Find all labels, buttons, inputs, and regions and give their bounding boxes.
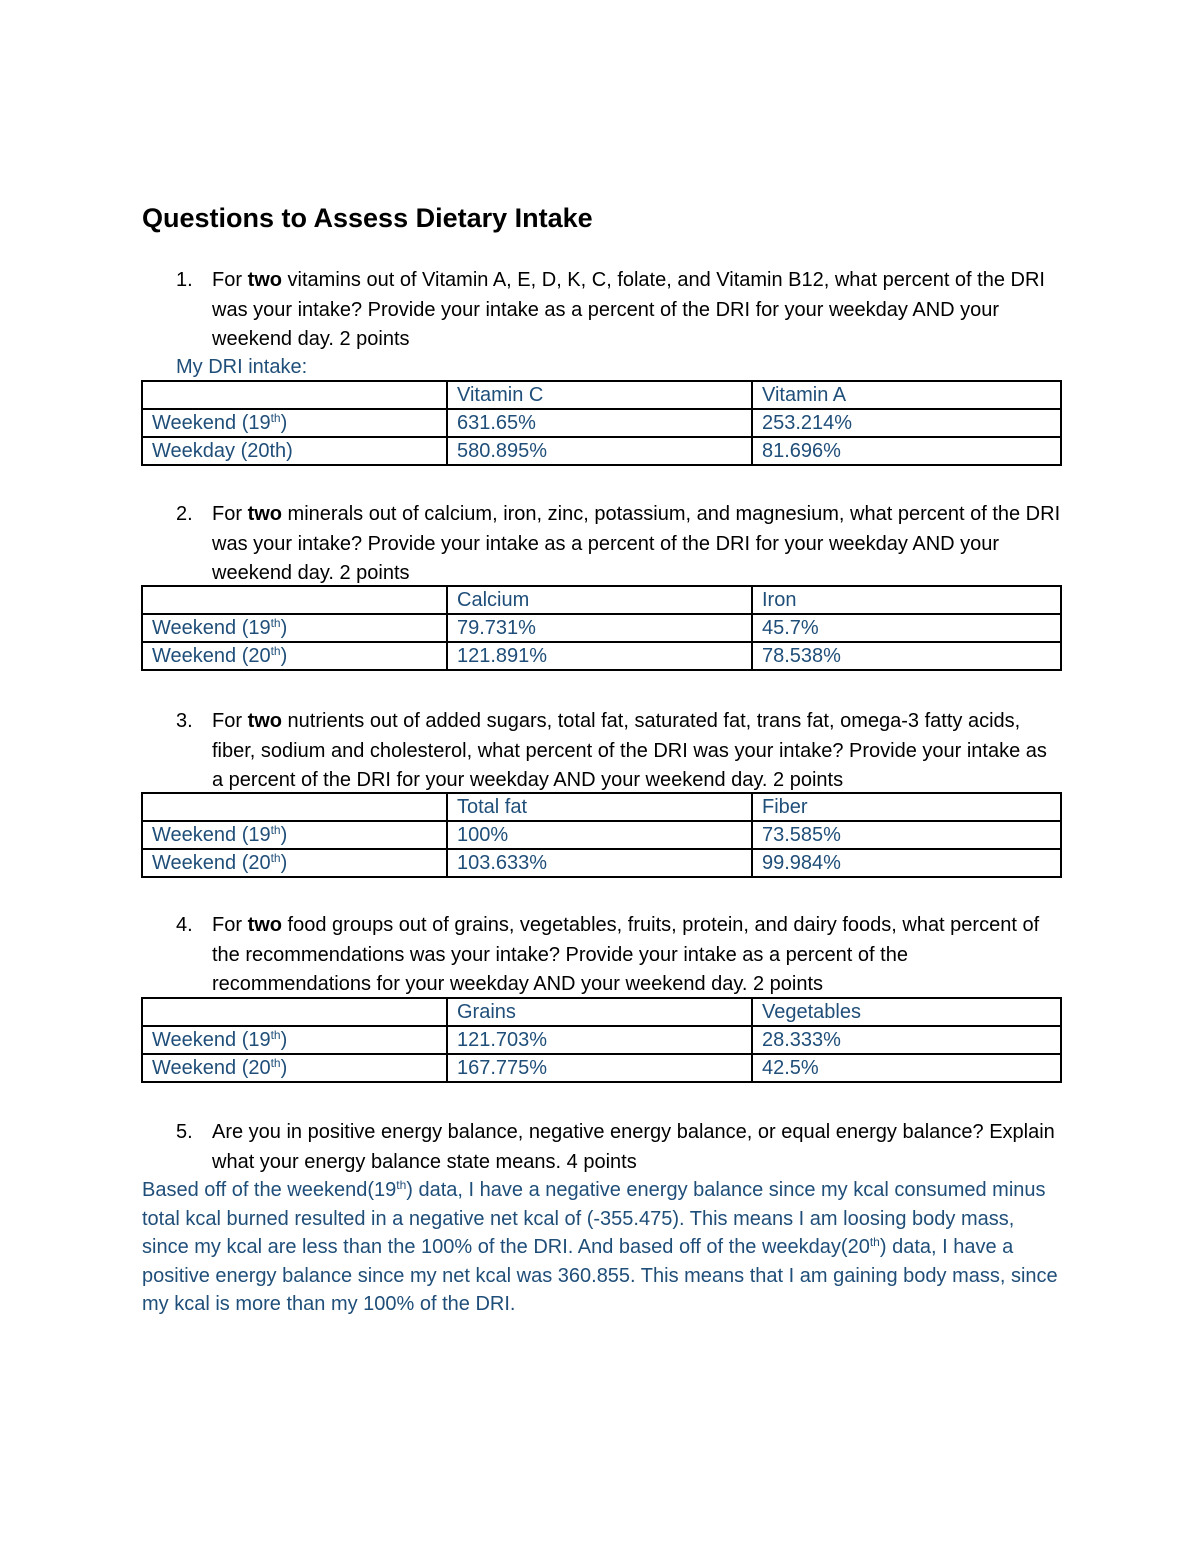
table-header-row xyxy=(142,586,1061,614)
table-row xyxy=(142,1054,1061,1082)
page-title: Questions to Assess Dietary Intake xyxy=(142,203,593,233)
header-cell: Total fat xyxy=(447,793,752,821)
table-cell: 121.703% xyxy=(447,1026,752,1054)
question-5: 5. Are you in positive energy balance, negative energy balance, or equal energy balance? Explain what your energy balance state means. 4 points xyxy=(212,1118,1062,1177)
table-row xyxy=(142,1026,1061,1054)
emphasis: two xyxy=(247,269,282,291)
emphasis: two xyxy=(247,710,282,732)
question-number: 3. xyxy=(176,710,193,732)
row-label: Weekday (20th) xyxy=(142,437,447,465)
table-row xyxy=(142,409,1061,437)
header-cell: Iron xyxy=(752,586,1061,614)
table-cell: 167.775% xyxy=(447,1054,752,1082)
question-1: 1. For two vitamins out of Vitamin A, E, D, K, C, folate, and Vitamin B12, what percent of the DRI was your intake? Provide your intake as a percent of the DRI for your weekday AND your weekend day. 2 points xyxy=(212,266,1062,355)
dri-intake-label: My DRI intake: xyxy=(176,356,308,378)
header-cell xyxy=(142,793,447,821)
table-cell: 631.65% xyxy=(447,409,752,437)
table-cell: 78.538% xyxy=(752,642,1061,670)
question-number: 1. xyxy=(176,269,193,291)
nutrients-table xyxy=(141,792,1062,878)
table-row xyxy=(142,849,1061,877)
header-cell: Vitamin A xyxy=(752,381,1061,409)
table-cell: 580.895% xyxy=(447,437,752,465)
table-cell: 253.214% xyxy=(752,409,1061,437)
row-label: Weekend (19th) xyxy=(142,409,447,437)
header-cell: Fiber xyxy=(752,793,1061,821)
header-cell xyxy=(142,998,447,1026)
table-row xyxy=(142,437,1061,465)
table-cell: 73.585% xyxy=(752,821,1061,849)
question-3: 3. For two nutrients out of added sugars, total fat, saturated fat, trans fat, omega-3 fatty acids, fiber, sodium and cholesterol, what percent of the DRI was your intake? Provide your intake as a percent of the DRI for your weekday AND your weekend day. 2 points xyxy=(212,707,1062,796)
row-label: Weekend (19th) xyxy=(142,821,447,849)
header-cell: Grains xyxy=(447,998,752,1026)
table-cell: 81.696% xyxy=(752,437,1061,465)
header-cell: Vitamin C xyxy=(447,381,752,409)
question-number: 5. xyxy=(176,1121,193,1143)
table-cell: 100% xyxy=(447,821,752,849)
table-row xyxy=(142,614,1061,642)
table-header-row xyxy=(142,998,1061,1026)
row-label: Weekend (19th) xyxy=(142,614,447,642)
minerals-table xyxy=(141,585,1062,671)
table-cell: 45.7% xyxy=(752,614,1061,642)
table-header-row xyxy=(142,793,1061,821)
row-label: Weekend (20th) xyxy=(142,849,447,877)
question-number: 2. xyxy=(176,503,193,525)
question-4: 4. For two food groups out of grains, vegetables, fruits, protein, and dairy foods, what percent of the recommendations was your intake? Provide your intake as a percent of the recommendations for your weekday AND your weekend day. 2 points xyxy=(212,911,1062,1000)
table-cell: 103.633% xyxy=(447,849,752,877)
table-cell: 42.5% xyxy=(752,1054,1061,1082)
table-cell: 28.333% xyxy=(752,1026,1061,1054)
header-cell xyxy=(142,381,447,409)
header-cell xyxy=(142,586,447,614)
table-cell: 121.891% xyxy=(447,642,752,670)
row-label: Weekend (20th) xyxy=(142,642,447,670)
header-cell: Calcium xyxy=(447,586,752,614)
table-header-row xyxy=(142,381,1061,409)
header-cell: Vegetables xyxy=(752,998,1061,1026)
energy-balance-answer: Based off of the weekend(19th) data, I have a negative energy balance since my kcal consumed minus total kcal burned resulted in a negative net kcal of (-355.475). This means I am loosing body mass, since my kcal are less than the 100% of the DRI. And based off of the weekday(20th) data, I have a positive energy balance since my net kcal was 360.855. This means that I am gaining body mass, since my kcal is more than my 100% of the DRI. xyxy=(142,1178,1058,1315)
question-2: 2. For two minerals out of calcium, iron, zinc, potassium, and magnesium, what percent of the DRI was your intake? Provide your intake as a percent of the DRI for your weekday AND your weekend day. 2 points xyxy=(212,500,1062,589)
emphasis: two xyxy=(247,914,282,936)
row-label: Weekend (19th) xyxy=(142,1026,447,1054)
row-label: Weekend (20th) xyxy=(142,1054,447,1082)
table-cell: 79.731% xyxy=(447,614,752,642)
question-number: 4. xyxy=(176,914,193,936)
food-groups-table xyxy=(141,997,1062,1083)
table-cell: 99.984% xyxy=(752,849,1061,877)
vitamins-table xyxy=(141,380,1062,466)
table-row xyxy=(142,642,1061,670)
table-row xyxy=(142,821,1061,849)
emphasis: two xyxy=(247,503,282,525)
